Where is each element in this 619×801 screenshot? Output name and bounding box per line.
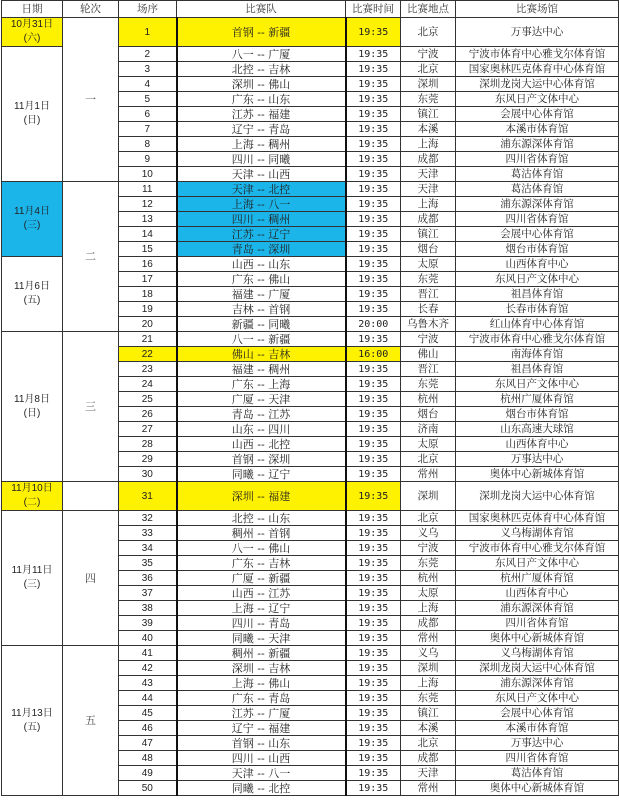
game-number: 38 [119,601,177,616]
matchup: 四川 -- 同曦 [177,152,346,167]
matchup: 天津 -- 北控 [177,182,346,197]
game-number: 42 [119,661,177,676]
game-number: 23 [119,362,177,377]
game-number: 45 [119,706,177,721]
game-time: 19:35 [346,781,401,796]
game-venue: 东风日产文体中心 [456,377,619,392]
date-label: 11月10日 [11,483,53,494]
game-number: 41 [119,646,177,661]
game-time: 19:35 [346,511,401,526]
game-venue: 奥体中心新城体育馆 [456,631,619,646]
game-time: 19:35 [346,167,401,182]
game-venue: 山西体育中心 [456,437,619,452]
game-venue: 浦东源深体育馆 [456,197,619,212]
game-number: 29 [119,452,177,467]
game-time: 19:35 [346,18,401,47]
matchup: 首钢 -- 新疆 [177,18,346,47]
date-label: 11月6日 [14,281,50,292]
game-number: 39 [119,616,177,631]
matchup: 广厦 -- 天津 [177,392,346,407]
game-venue: 会展中心体育馆 [456,107,619,122]
game-venue: 万事达中心 [456,736,619,751]
game-number: 22 [119,347,177,362]
game-city: 义乌 [401,646,456,661]
game-time: 19:35 [346,541,401,556]
matchup: 稠州 -- 首钢 [177,526,346,541]
header-seq: 场序 [119,1,177,18]
matchup: 青岛 -- 江苏 [177,407,346,422]
game-number: 30 [119,467,177,482]
matchup: 天津 -- 八一 [177,766,346,781]
game-venue: 国家奥林匹克体育中心体育馆 [456,62,619,77]
game-city: 深圳 [401,77,456,92]
matchup: 同曦 -- 辽宁 [177,467,346,482]
weekday-label: (三) [23,579,41,590]
matchup: 吉林 -- 首钢 [177,302,346,317]
date-cell [2,646,63,796]
game-venue: 深圳龙岗大运中心体育馆 [456,77,619,92]
matchup: 山西 -- 江苏 [177,586,346,601]
game-time: 19:35 [346,556,401,571]
matchup: 四川 -- 青岛 [177,616,346,631]
game-venue: 祖昌体育馆 [456,287,619,302]
game-number: 50 [119,781,177,796]
game-venue: 烟台市体育馆 [456,407,619,422]
game-venue: 葛沽体育馆 [456,167,619,182]
game-venue: 本溪市体育馆 [456,721,619,736]
game-venue: 奥体中心新城体育馆 [456,781,619,796]
round-cell [63,482,119,511]
game-number: 35 [119,556,177,571]
game-venue: 义乌梅湖体育馆 [456,646,619,661]
game-time: 19:35 [346,482,401,511]
game-venue: 东风日产文体中心 [456,691,619,706]
game-venue: 本溪市体育馆 [456,122,619,137]
game-city: 成都 [401,751,456,766]
matchup: 山东 -- 四川 [177,422,346,437]
matchup: 江苏 -- 辽宁 [177,227,346,242]
matchup: 上海 -- 稠州 [177,137,346,152]
date-cell [2,47,63,182]
game-venue: 万事达中心 [456,452,619,467]
game-number: 32 [119,511,177,526]
date-label: 10月31日 [10,19,54,30]
game-venue: 奥体中心新城体育馆 [456,467,619,482]
game-number: 6 [119,107,177,122]
game-city: 镇江 [401,706,456,721]
matchup: 同曦 -- 天津 [177,631,346,646]
game-number: 14 [119,227,177,242]
game-time: 19:35 [346,92,401,107]
header-teams: 比赛队 [177,1,346,18]
game-city: 深圳 [401,482,456,511]
header-date: 日期 [2,1,63,18]
matchup: 八一 -- 佛山 [177,541,346,556]
game-time: 19:35 [346,721,401,736]
game-time: 19:35 [346,586,401,601]
game-time: 19:35 [346,452,401,467]
game-number: 44 [119,691,177,706]
game-city: 天津 [401,182,456,197]
game-city: 上海 [401,197,456,212]
game-city: 北京 [401,511,456,526]
game-number: 5 [119,92,177,107]
date-cell [2,257,63,332]
game-city: 杭州 [401,392,456,407]
game-city: 东莞 [401,272,456,287]
date-label: 11月1日 [14,101,50,112]
game-time: 19:35 [346,182,401,197]
game-venue: 东风日产文体中心 [456,556,619,571]
table-row [2,332,619,347]
game-venue: 四川省体育馆 [456,751,619,766]
matchup: 广东 -- 山东 [177,92,346,107]
table-row [2,511,619,526]
game-city: 太原 [401,586,456,601]
game-number: 9 [119,152,177,167]
matchup: 北控 -- 吉林 [177,62,346,77]
schedule-body [2,18,619,796]
game-city: 宁波 [401,47,456,62]
matchup: 深圳 -- 吉林 [177,661,346,676]
game-time: 19:35 [346,691,401,706]
game-number: 26 [119,407,177,422]
weekday-label: (五) [23,295,41,306]
table-row [2,18,619,47]
game-time: 19:35 [346,242,401,257]
date-cell [2,182,63,257]
matchup: 首钢 -- 山东 [177,736,346,751]
game-time: 19:35 [346,437,401,452]
game-city: 太原 [401,437,456,452]
game-time: 19:35 [346,152,401,167]
matchup: 八一 -- 广厦 [177,47,346,62]
matchup: 北控 -- 山东 [177,511,346,526]
game-city: 上海 [401,601,456,616]
game-number: 18 [119,287,177,302]
game-time: 19:35 [346,571,401,586]
matchup: 山西 -- 北控 [177,437,346,452]
game-time: 19:35 [346,302,401,317]
game-city: 镇江 [401,107,456,122]
game-venue: 四川省体育馆 [456,152,619,167]
game-number: 21 [119,332,177,347]
game-number: 33 [119,526,177,541]
game-number: 43 [119,676,177,691]
round-cell: 一 [63,18,119,182]
round-cell: 四 [63,511,119,646]
game-city: 义乌 [401,526,456,541]
game-city: 上海 [401,137,456,152]
game-number: 2 [119,47,177,62]
date-label: 11月13日 [11,707,53,719]
game-city: 成都 [401,152,456,167]
game-city: 东莞 [401,92,456,107]
weekday-label: (三) [23,220,41,231]
game-number: 37 [119,586,177,601]
game-number: 48 [119,751,177,766]
matchup: 广东 -- 青岛 [177,691,346,706]
game-venue: 深圳龙岗大运中心体育馆 [456,661,619,676]
round-cell: 三 [63,332,119,482]
game-venue: 会展中心体育馆 [456,227,619,242]
game-time: 19:35 [346,332,401,347]
game-time: 19:35 [346,467,401,482]
date-cell [2,332,63,482]
game-city: 本溪 [401,122,456,137]
game-number: 12 [119,197,177,212]
game-venue: 杭州广厦体育馆 [456,392,619,407]
game-time: 19:35 [346,212,401,227]
game-time: 19:35 [346,601,401,616]
game-number: 7 [119,122,177,137]
game-venue: 宁波市体育中心雅戈尔体育馆 [456,332,619,347]
game-city: 成都 [401,616,456,631]
matchup: 辽宁 -- 福建 [177,721,346,736]
game-venue: 万事达中心 [456,18,619,47]
matchup: 上海 -- 辽宁 [177,601,346,616]
matchup: 同曦 -- 北控 [177,781,346,796]
header-city: 比赛地点 [401,1,456,18]
game-city: 晋江 [401,362,456,377]
game-time: 16:00 [346,347,401,362]
game-time: 19:35 [346,107,401,122]
table-row [2,482,619,511]
game-number: 19 [119,302,177,317]
matchup: 福建 -- 稠州 [177,362,346,377]
game-city: 本溪 [401,721,456,736]
game-venue: 浦东源深体育馆 [456,601,619,616]
matchup: 稠州 -- 新疆 [177,646,346,661]
game-city: 北京 [401,452,456,467]
table-row [2,182,619,197]
matchup: 四川 -- 稠州 [177,212,346,227]
game-number: 40 [119,631,177,646]
matchup: 广厦 -- 新疆 [177,571,346,586]
game-number: 11 [119,182,177,197]
game-city: 成都 [401,212,456,227]
game-city: 深圳 [401,661,456,676]
game-city: 北京 [401,62,456,77]
matchup: 江苏 -- 福建 [177,107,346,122]
matchup: 深圳 -- 佛山 [177,77,346,92]
date-label: 11月8日 [14,393,50,405]
game-number: 16 [119,257,177,272]
header-venue: 比赛场馆 [456,1,619,18]
game-city: 常州 [401,467,456,482]
game-number: 3 [119,62,177,77]
matchup: 广东 -- 佛山 [177,272,346,287]
game-city: 济南 [401,422,456,437]
weekday-label: (六) [23,33,41,44]
game-venue: 杭州广厦体育馆 [456,571,619,586]
matchup: 佛山 -- 吉林 [177,347,346,362]
matchup: 青岛 -- 深圳 [177,242,346,257]
header-round: 轮次 [63,1,119,18]
game-city: 乌鲁木齐 [401,317,456,332]
game-venue: 山西体育中心 [456,586,619,601]
game-city: 晋江 [401,287,456,302]
game-city: 北京 [401,18,456,47]
game-city: 东莞 [401,556,456,571]
game-city: 烟台 [401,407,456,422]
round-cell: 二 [63,182,119,332]
game-venue: 浦东源深体育馆 [456,676,619,691]
round-cell: 五 [63,646,119,796]
game-venue: 葛沽体育馆 [456,766,619,781]
game-venue: 葛沽体育馆 [456,182,619,197]
game-city: 烟台 [401,242,456,257]
game-time: 19:35 [346,407,401,422]
game-city: 上海 [401,676,456,691]
game-venue: 南海体育馆 [456,347,619,362]
game-city: 宁波 [401,541,456,556]
game-time: 19:35 [346,661,401,676]
game-venue: 会展中心体育馆 [456,706,619,721]
game-number: 34 [119,541,177,556]
game-number: 10 [119,167,177,182]
matchup: 山西 -- 山东 [177,257,346,272]
game-time: 19:35 [346,362,401,377]
game-venue: 山东高速大球馆 [456,422,619,437]
matchup: 深圳 -- 福建 [177,482,346,511]
game-number: 4 [119,77,177,92]
date-cell [2,482,63,511]
matchup: 广东 -- 吉林 [177,556,346,571]
game-number: 13 [119,212,177,227]
matchup: 八一 -- 新疆 [177,332,346,347]
game-venue: 红山体育中心体育馆 [456,317,619,332]
game-time: 19:35 [346,197,401,212]
date-label: 11月11日 [11,565,53,576]
game-time: 19:35 [346,631,401,646]
weekday-label: (日) [23,115,41,126]
date-cell [2,511,63,646]
table-row [2,646,619,661]
matchup: 上海 -- 佛山 [177,676,346,691]
game-number: 24 [119,377,177,392]
game-number: 27 [119,422,177,437]
game-venue: 浦东源深体育馆 [456,137,619,152]
game-number: 17 [119,272,177,287]
game-number: 47 [119,736,177,751]
game-time: 19:35 [346,616,401,631]
game-city: 杭州 [401,571,456,586]
game-number: 31 [119,482,177,511]
date-cell [2,18,63,47]
game-time: 19:35 [346,646,401,661]
matchup: 上海 -- 八一 [177,197,346,212]
matchup: 天津 -- 山西 [177,167,346,182]
game-time: 19:35 [346,766,401,781]
game-city: 太原 [401,257,456,272]
game-time: 19:35 [346,751,401,766]
game-venue: 烟台市体育馆 [456,242,619,257]
game-time: 19:35 [346,526,401,541]
game-city: 天津 [401,167,456,182]
game-city: 东莞 [401,691,456,706]
weekday-label: (五) [23,721,41,733]
game-number: 25 [119,392,177,407]
game-city: 常州 [401,781,456,796]
matchup: 福建 -- 广厦 [177,287,346,302]
weekday-label: (二) [23,497,41,508]
game-time: 19:35 [346,287,401,302]
game-number: 36 [119,571,177,586]
game-time: 19:35 [346,676,401,691]
game-time: 19:35 [346,227,401,242]
matchup: 首钢 -- 深圳 [177,452,346,467]
game-number: 15 [119,242,177,257]
game-number: 8 [119,137,177,152]
game-city: 佛山 [401,347,456,362]
game-time: 19:35 [346,377,401,392]
game-time: 19:35 [346,77,401,92]
game-venue: 义乌梅湖体育馆 [456,526,619,541]
header-time: 比赛时间 [346,1,401,18]
game-number: 46 [119,721,177,736]
game-time: 19:35 [346,272,401,287]
game-time: 20:00 [346,317,401,332]
game-venue: 四川省体育馆 [456,616,619,631]
game-venue: 东风日产文体中心 [456,92,619,107]
game-number: 49 [119,766,177,781]
game-venue: 宁波市体育中心雅戈尔体育馆 [456,541,619,556]
game-venue: 四川省体育馆 [456,212,619,227]
matchup: 江苏 -- 广厦 [177,706,346,721]
game-venue: 长春市体育馆 [456,302,619,317]
matchup: 广东 -- 上海 [177,377,346,392]
game-time: 19:35 [346,257,401,272]
game-time: 19:35 [346,422,401,437]
game-venue: 祖昌体育馆 [456,362,619,377]
date-label: 11月4日 [14,206,50,217]
game-time: 19:35 [346,706,401,721]
game-venue: 东风日产文体中心 [456,272,619,287]
weekday-label: (日) [23,407,41,419]
game-venue: 深圳龙岗大运中心体育馆 [456,482,619,511]
game-venue: 宁波市体育中心雅戈尔体育馆 [456,47,619,62]
game-time: 19:35 [346,122,401,137]
schedule-table [1,0,619,796]
game-venue: 山西体育中心 [456,257,619,272]
game-city: 天津 [401,766,456,781]
game-time: 19:35 [346,62,401,77]
game-venue: 国家奥林匹克体育中心体育馆 [456,511,619,526]
game-city: 东莞 [401,377,456,392]
game-number: 20 [119,317,177,332]
game-city: 常州 [401,631,456,646]
game-number: 28 [119,437,177,452]
game-city: 镇江 [401,227,456,242]
game-time: 19:35 [346,392,401,407]
header-row [2,1,619,18]
game-number: 1 [119,18,177,47]
game-time: 19:35 [346,137,401,152]
game-time: 19:35 [346,736,401,751]
game-city: 宁波 [401,332,456,347]
game-city: 长春 [401,302,456,317]
matchup: 四川 -- 山西 [177,751,346,766]
game-city: 北京 [401,736,456,751]
matchup: 辽宁 -- 青岛 [177,122,346,137]
matchup: 新疆 -- 同曦 [177,317,346,332]
game-time: 19:35 [346,47,401,62]
